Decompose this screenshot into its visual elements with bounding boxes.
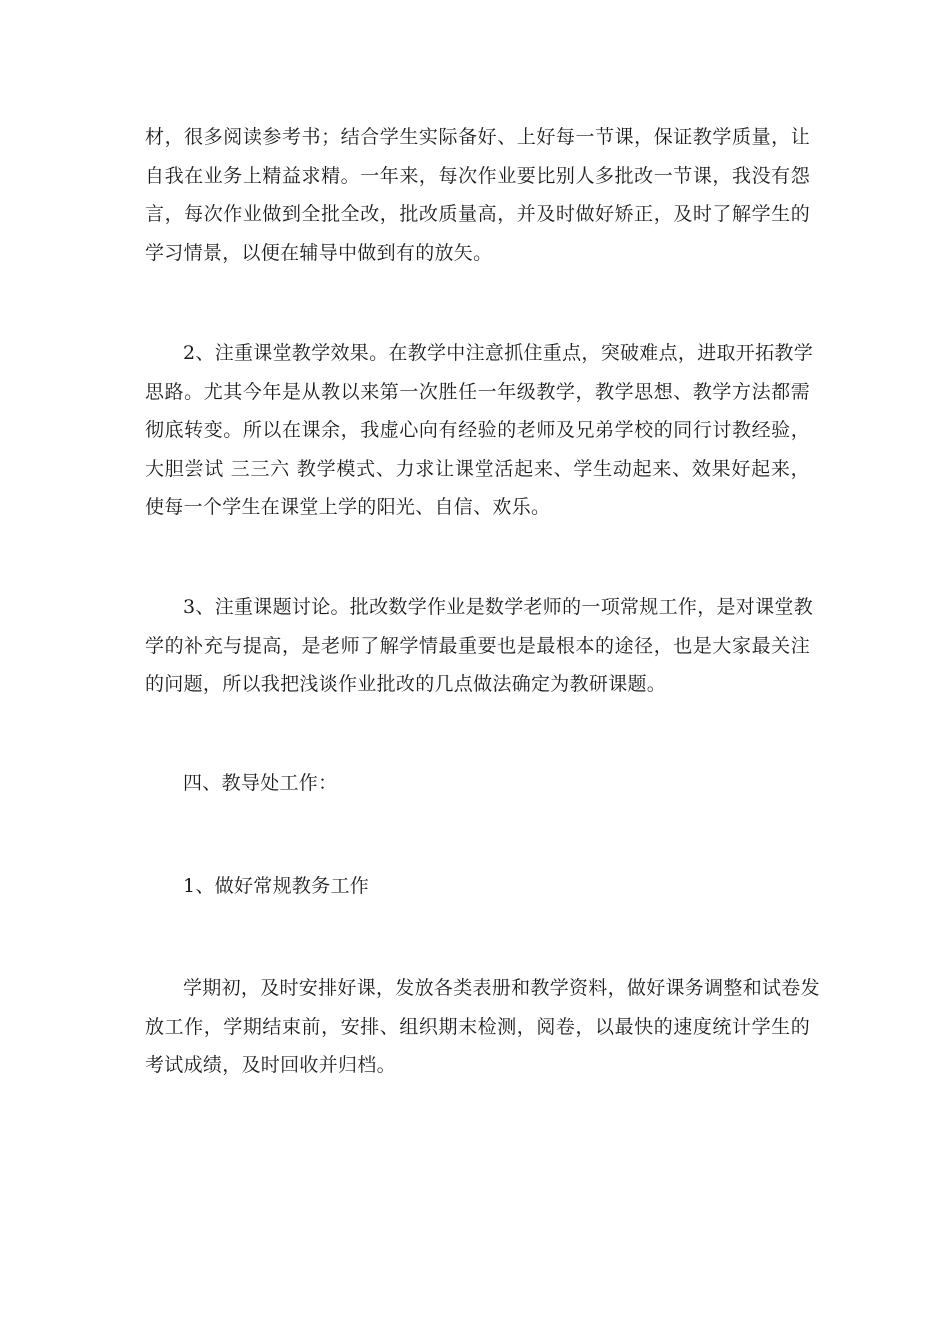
paragraph-line: 3、注重课题讨论。批改数学作业是数学老师的一项常规工作，是对课堂教 bbox=[183, 596, 813, 618]
heading-line: 四、教导处工作： bbox=[183, 772, 338, 794]
paragraph-line: 材，很多阅读参考书；结合学生实际备好、上好每一节课，保证教学质量，让 bbox=[145, 126, 810, 148]
paragraph-classroom-effect bbox=[145, 334, 813, 527]
paragraph-line: 放工作，学期结束前，安排、组织期末检测，阅卷，以最快的速度统计学生的 bbox=[145, 1015, 810, 1038]
paragraph-line: 2、注重课堂教学效果。在教学中注意抓住重点，突破难点，进取开拓教学 bbox=[183, 342, 813, 364]
paragraph-research-topic bbox=[145, 588, 813, 704]
paragraph-line: 言，每次作业做到全批全改，批改质量高，并及时做好矫正，及时了解学生的 bbox=[145, 203, 810, 225]
paragraph-line: 考试成绩，及时回收并归档。 bbox=[145, 1054, 396, 1076]
paragraph-line: 自我在业务上精益求精。一年来，每次作业要比别人多批改一节课，我没有怨 bbox=[145, 164, 810, 187]
paragraph-line: 学习情景，以便在辅导中做到有的放矢。 bbox=[145, 241, 493, 264]
paragraph-line: 学期初，及时安排好课，发放各类表册和教学资料，做好课务调整和试卷发 bbox=[183, 977, 820, 999]
paragraph-line: 彻底转变。所以在课余，我虚心向有经验的老师及兄弟学校的同行讨教经验， bbox=[145, 419, 810, 441]
paragraph-line: 使每一个学生在课堂上学的阳光、自信、欢乐。 bbox=[145, 496, 551, 518]
subheading-routine-affairs bbox=[145, 867, 810, 906]
paragraph-semester-work bbox=[145, 969, 820, 1085]
paragraph-line: 思路。尤其今年是从教以来第一次胜任一年级教学，教学思想、教学方法都需 bbox=[145, 380, 810, 403]
paragraph-line: 大胆尝试 三三六 教学模式、力求让课堂活起来、学生动起来、效果好起来， bbox=[145, 457, 810, 480]
section-heading-academic-office bbox=[145, 764, 810, 803]
paragraph-line: 学的补充与提高，是老师了解学情最重要也是最根本的途径，也是大家最关注 bbox=[145, 634, 810, 657]
paragraph-line: 的问题，所以我把浅谈作业批改的几点做法确定为教研课题。 bbox=[145, 673, 667, 695]
paragraph-continuation bbox=[145, 118, 810, 272]
heading-line: 1、做好常规教务工作 bbox=[183, 875, 370, 897]
